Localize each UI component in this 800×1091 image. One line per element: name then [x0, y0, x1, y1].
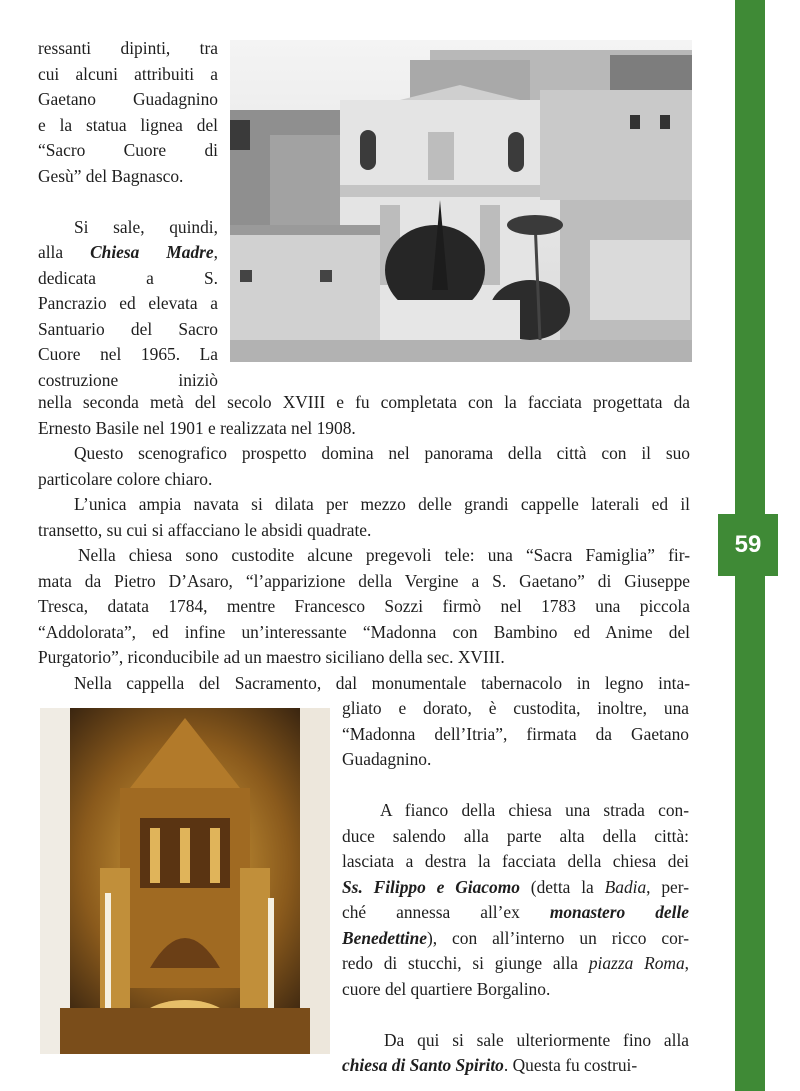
blank-line [342, 1002, 689, 1028]
text-line: Cuore nel 1965. La [38, 344, 218, 364]
text-line: “Addolorata”, ed infine un’interessante “Madonna con Bambino ed Anime del [38, 621, 690, 642]
text-line: mata da Pietro D’Asaro, “l’apparizione della Vergine a S. Gaetano” di Giuseppe [38, 570, 690, 591]
text-line: transetto, su cui si affacciano le absidi quadrate. [38, 519, 372, 540]
text-line: ché annessa all’ex monastero delle [342, 902, 689, 922]
text-line: particolare colore chiaro. [38, 468, 213, 489]
benedettine-emphasis: Benedettine [342, 927, 428, 948]
text-line: Guadagnino. [342, 749, 432, 769]
church-on-hillside-photo [230, 40, 692, 362]
text-line: chiesa di Santo Spirito. Questa fu costrui- [342, 1055, 638, 1075]
badia-emphasis: Badia [604, 876, 647, 897]
text-column-full-width [38, 390, 690, 696]
text-line: Da qui si sale ulteriormente fino alla [384, 1029, 689, 1050]
text-line: Gaetano Guadagnino [38, 89, 218, 109]
text-line: Nella cappella del Sacramento, dal monumentale tabernacolo in legno inta- [74, 672, 690, 693]
text-line: Pancrazio ed elevata a [38, 293, 218, 313]
text-line: duce salendo alla parte alta della città: [342, 825, 689, 846]
text-line: “Sacro Cuore di [38, 140, 218, 160]
text-line: alla Chiesa Madre, [38, 242, 218, 262]
chiesa-madre-emphasis: Chiesa Madre [90, 242, 214, 262]
text-line: L’unica ampia navata si dilata per mezzo delle grandi cappelle laterali ed il [74, 494, 690, 514]
text-line: gliato e dorato, è custodita, inoltre, una [342, 698, 689, 718]
text-line: lasciata a destra la facciata della chiesa dei [342, 851, 689, 871]
monastero-emphasis: monastero delle [549, 902, 689, 922]
text-line: Si sale, quindi, [74, 216, 218, 237]
text-line: Ss. Filippo e Giacomo (detta la Badia, per- [342, 876, 689, 897]
page-number: 59 [734, 531, 762, 558]
text-line: Ernesto Basile nel 1901 e realizzata nel 1908. [38, 417, 356, 438]
text-line: dedicata a S. [38, 267, 218, 288]
text-line: cuore del quartiere Borgalino. [342, 978, 551, 999]
text-line: Tresca, datata 1784, mentre Francesco Sozzi firmò nel 1783 una piccola [38, 596, 690, 616]
text-line: cui alcuni attribuiti a [38, 63, 218, 84]
text-line: “Madonna dell’Itria”, firmata da Gaetano [342, 723, 689, 744]
text-line: Gesù” del Bagnasco. [38, 165, 184, 186]
text-line: nella seconda metà del secolo XVIII e fu completata con la facciata progettata da [38, 392, 690, 412]
text-line: ressanti dipinti, tra [38, 38, 218, 58]
text-line: Nella chiesa sono custodite alcune pregevoli tele: una “Sacra Famiglia” fir- [78, 545, 690, 565]
blank-line [38, 189, 218, 215]
text-column-top-left [38, 36, 218, 393]
blank-line [342, 773, 689, 799]
santo-spirito-emphasis: chiesa di Santo Spirito [342, 1055, 504, 1075]
text-column-bottom-right [342, 696, 689, 1079]
text-line: redo di stucchi, si giunge alla piazza Roma, [342, 953, 689, 973]
text-line: costruzione iniziò [38, 369, 218, 390]
text-line: Santuario del Sacro [38, 318, 218, 339]
text-line: e la statua lignea del [38, 114, 218, 135]
text-line: A fianco della chiesa una strada con- [380, 800, 689, 820]
text-line: Questo scenografico prospetto domina nel panorama della città con il suo [74, 443, 690, 463]
piazza-roma-emphasis: piazza Roma [588, 953, 685, 973]
ss-filippo-giacomo-emphasis: Ss. Filippo e Giacomo [342, 876, 520, 897]
golden-tabernacle-photo [40, 708, 330, 1054]
page-number-tab [718, 514, 778, 576]
text-line: Purgatorio”, riconducibile ad un maestro siciliano della sec. XVIII. [38, 647, 505, 667]
text-line: Benedettine), con all’interno un ricco cor- [342, 927, 689, 948]
